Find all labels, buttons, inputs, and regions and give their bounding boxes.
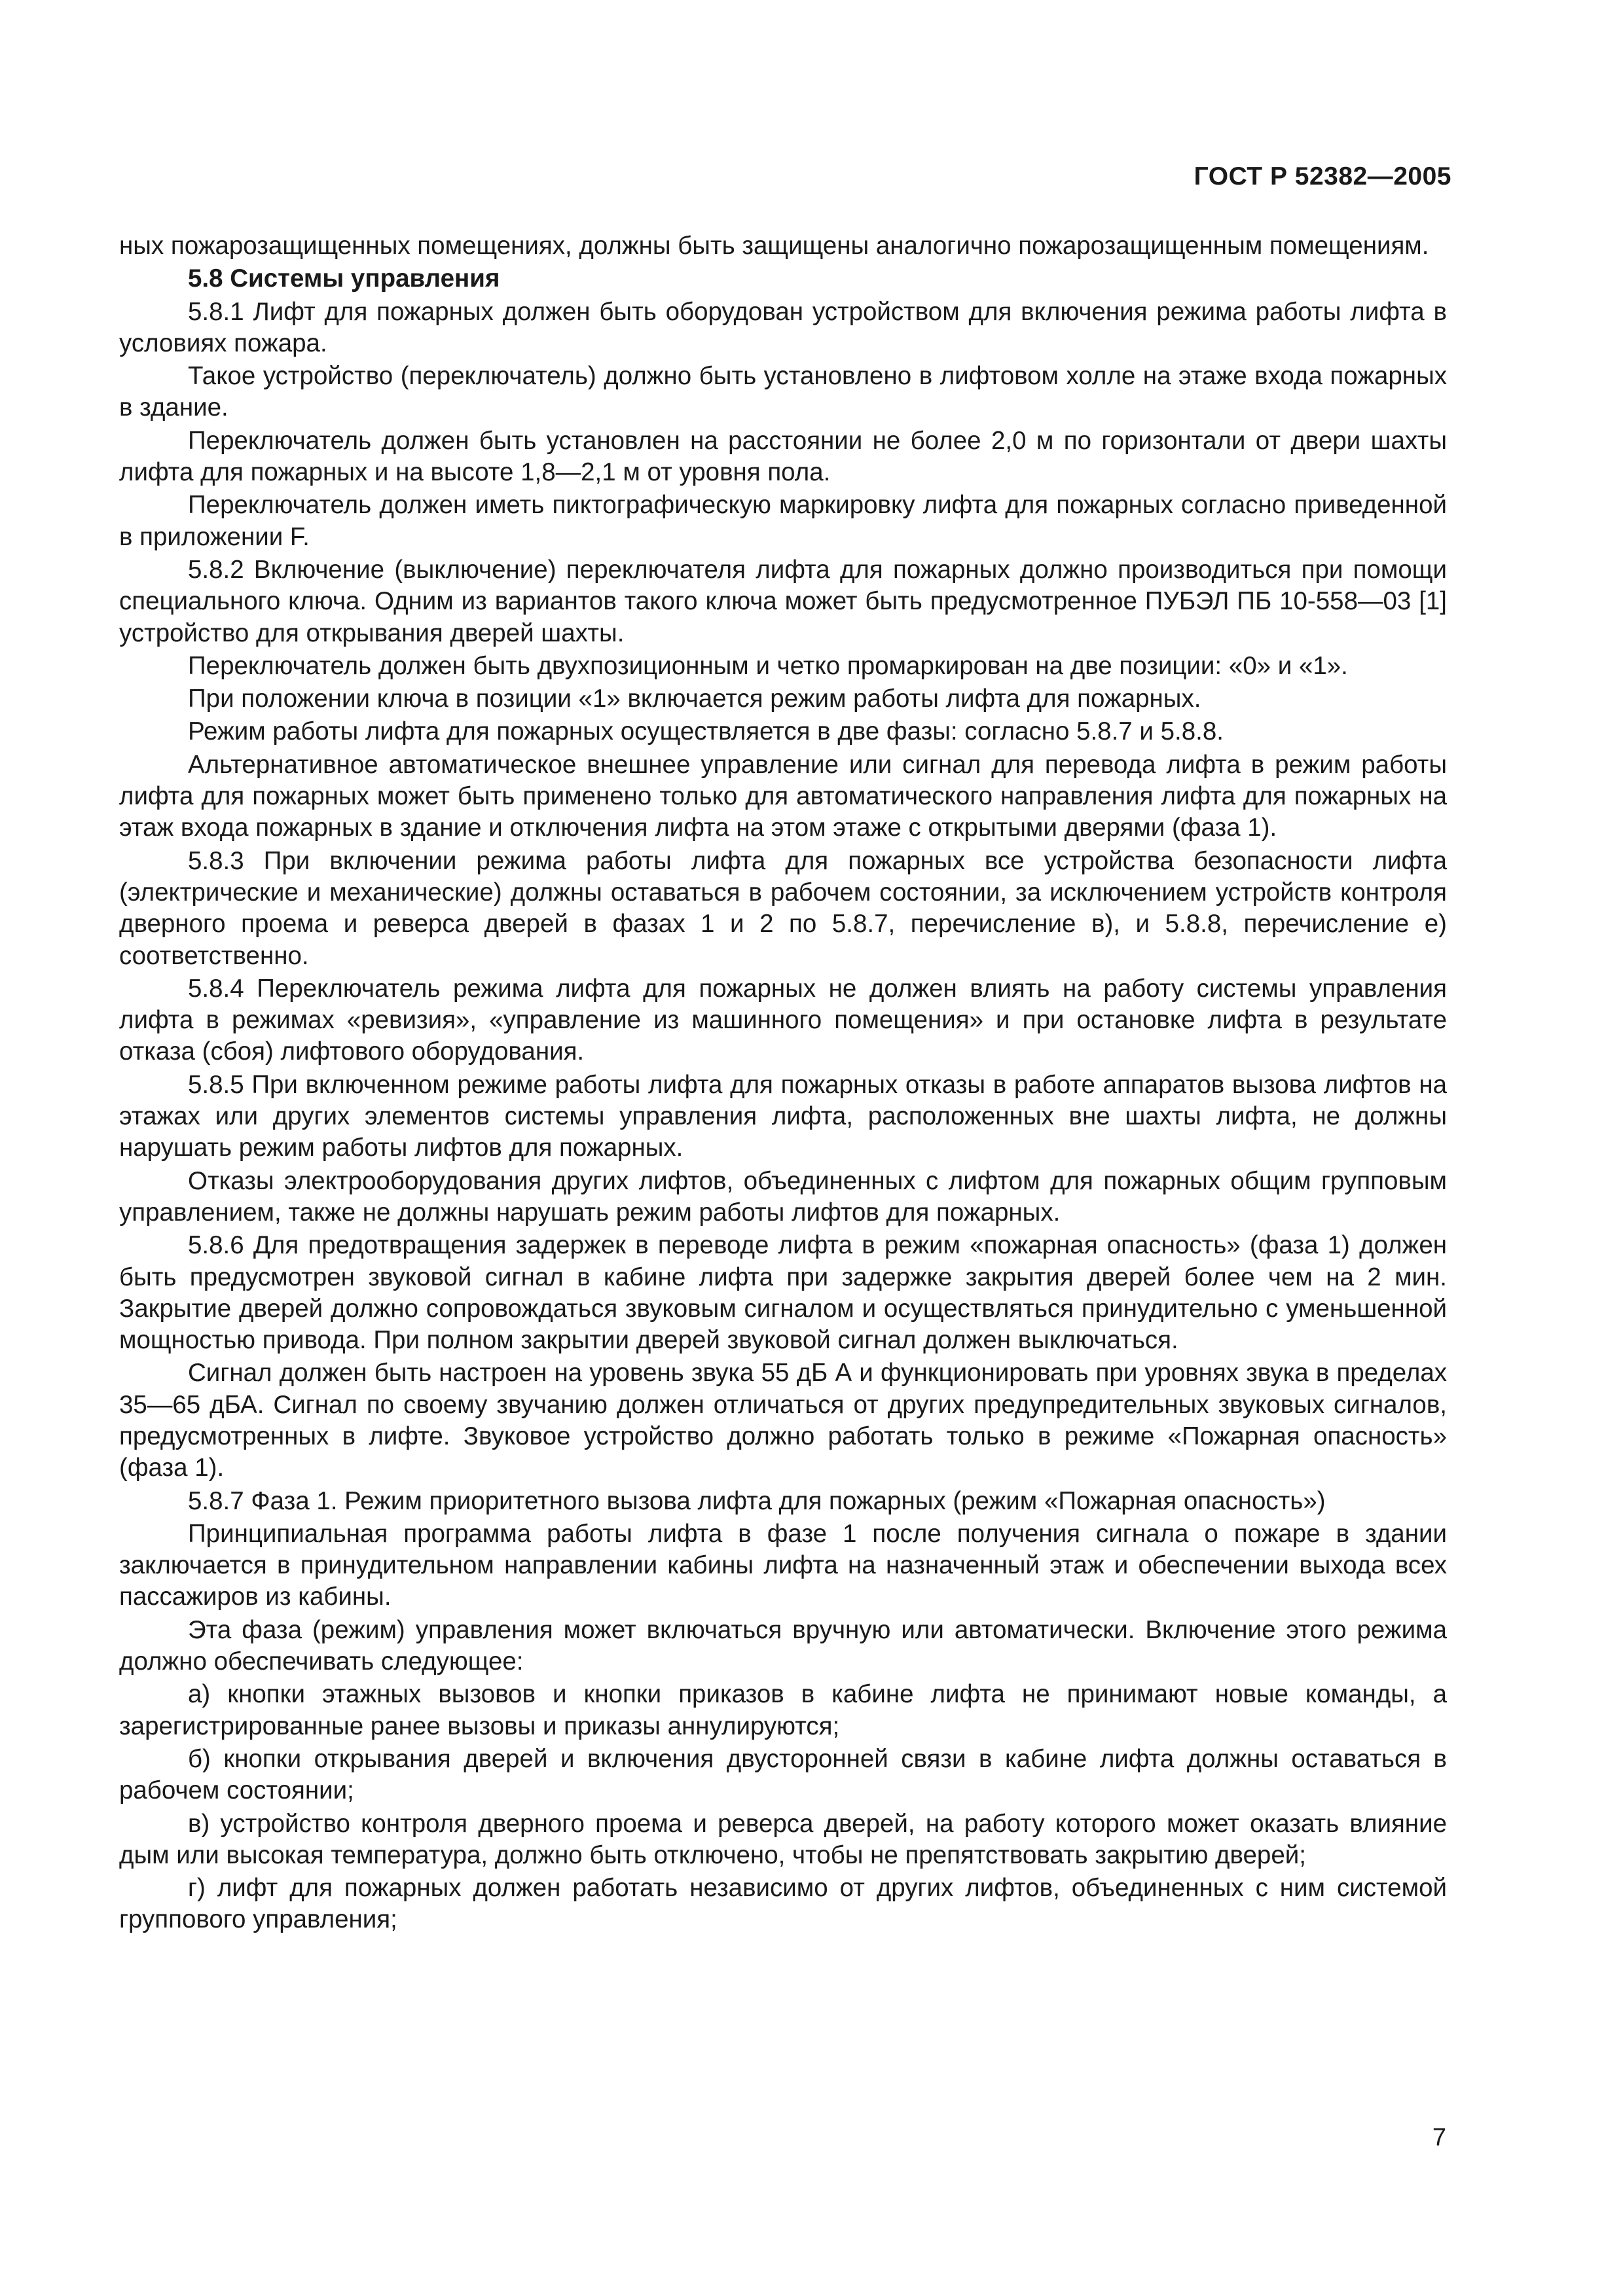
paragraph: в) устройство контроля дверного проема и реверса дверей, на работу которого может оказать влияние дым или высокая температура, должно быть отключено, чтобы не препятствовать закрытию дверей; bbox=[119, 1809, 1447, 1869]
paragraph: Альтернативное автоматическое внешнее управление или сигнал для перевода лифта в режим работы лифта для пожарных может быть применено только для автоматического направления лифта для пожарных на этаж входа пожарных в здание и отключения лифта на этом этаже с открытыми дверями (фаза 1). bbox=[119, 750, 1447, 842]
paragraph: ных пожарозащищенных помещениях, должны быть защищены аналогично пожарозащищенным помещениям. bbox=[119, 232, 1429, 260]
paragraph: Такое устройство (переключатель) должно быть установлено в лифтовом холле на этаже входа пожарных в здание. bbox=[119, 362, 1447, 422]
paragraph: Переключатель должен быть двухпозиционным и четко промаркирован на две позиции: «0» и «1». bbox=[188, 651, 1348, 680]
document-id-header: ГОСТ Р 52382—2005 bbox=[1194, 162, 1451, 190]
section-heading: 5.8 Системы управления bbox=[188, 264, 500, 293]
paragraph: Сигнал должен быть настроен на уровень звука 55 дБ А и функционировать при уровнях звука в пределах 35—65 дБА. Сигнал по своему звучанию должен отличаться от других предупредительных звуковых сигналов, предусмотренных в лифте. Звуковое устройство должно работать только в режиме «Пожарная опасность» (фаза 1). bbox=[119, 1359, 1447, 1482]
paragraph: Переключатель должен быть установлен на расстоянии не более 2,0 м по горизонтали от двери шахты лифта для пожарных и на высоте 1,8—2,1 м от уровня пола. bbox=[119, 426, 1447, 487]
paragraph: Принципиальная программа работы лифта в фазе 1 после получения сигнала о пожаре в здании заключается в принудительном направлении кабины лифта на назначенный этаж и обеспечении выхода всех пассажиров из кабины. bbox=[119, 1519, 1447, 1611]
paragraph: 5.8.1 Лифт для пожарных должен быть оборудован устройством для включения режима работы лифта в условиях пожара. bbox=[119, 297, 1447, 357]
paragraph: а) кнопки этажных вызовов и кнопки приказов в кабине лифта не принимают новые команды, а зарегистрированные ранее вызовы и приказы аннулируются; bbox=[119, 1680, 1447, 1740]
paragraph: 5.8.7 Фаза 1. Режим приоритетного вызова лифта для пожарных (режим «Пожарная опасность») bbox=[188, 1486, 1326, 1515]
paragraph: 5.8.5 При включенном режиме работы лифта для пожарных отказы в работе аппаратов вызова лифтов на этажах или других элементов системы управления лифта, расположенных вне шахты лифта, не должны нарушать режим работы лифтов для пожарных. bbox=[119, 1070, 1447, 1162]
paragraph: 5.8.4 Переключатель режима лифта для пожарных не должен влиять на работу системы управления лифта в режимах «ревизия», «управление из машинного помещения» и при остановке лифта в результате отказа (сбоя) лифтового оборудования. bbox=[119, 974, 1447, 1066]
document-body bbox=[119, 230, 1447, 1937]
paragraph: При положении ключа в позиции «1» включается режим работы лифта для пожарных. bbox=[188, 685, 1201, 713]
paragraph: г) лифт для пожарных должен работать независимо от других лифтов, объединенных с ним системой группового управления; bbox=[119, 1874, 1447, 1934]
page-number: 7 bbox=[1432, 2124, 1446, 2151]
paragraph: 5.8.6 Для предотвращения задержек в переводе лифта в режим «пожарная опасность» (фаза 1) должен быть предусмотрен звуковой сигнал в кабине лифта при задержке закрытия дверей более чем на 2 мин. Закрытие дверей должно сопровождаться звуковым сигналом и осуществляться принудительно с уменьшенной мощностью привода. При полном закрытии дверей звуковой сигнал должен выключаться. bbox=[119, 1231, 1447, 1355]
paragraph: Переключатель должен иметь пиктографическую маркировку лифта для пожарных согласно приведенной в приложении F. bbox=[119, 491, 1447, 551]
paragraph: Режим работы лифта для пожарных осуществляется в две фазы: согласно 5.8.7 и 5.8.8. bbox=[188, 717, 1224, 746]
paragraph: Отказы электрооборудования других лифтов, объединенных с лифтом для пожарных общим групповым управлением, также не должны нарушать режим работы лифтов для пожарных. bbox=[119, 1166, 1447, 1227]
paragraph: 5.8.3 При включении режима работы лифта для пожарных все устройства безопасности лифта (электрические и механические) должны оставаться в рабочем состоянии, за исключением устройств контроля дверного проема и реверса дверей в фазах 1 и 2 по 5.8.7, перечисление в), и 5.8.8, перечисление е) соответственно. bbox=[119, 846, 1447, 970]
paragraph: Эта фаза (режим) управления может включаться вручную или автоматически. Включение этого режима должно обеспечивать следующее: bbox=[119, 1615, 1447, 1676]
paragraph: 5.8.2 Включение (выключение) переключателя лифта для пожарных должно производиться при помощи специального ключа. Одним из вариантов такого ключа может быть предусмотренное ПУБЭЛ ПБ 10-558—03 [1] устройство для открывания дверей шахты. bbox=[119, 555, 1447, 647]
paragraph: б) кнопки открывания дверей и включения двусторонней связи в кабине лифта должны оставаться в рабочем состоянии; bbox=[119, 1744, 1447, 1805]
